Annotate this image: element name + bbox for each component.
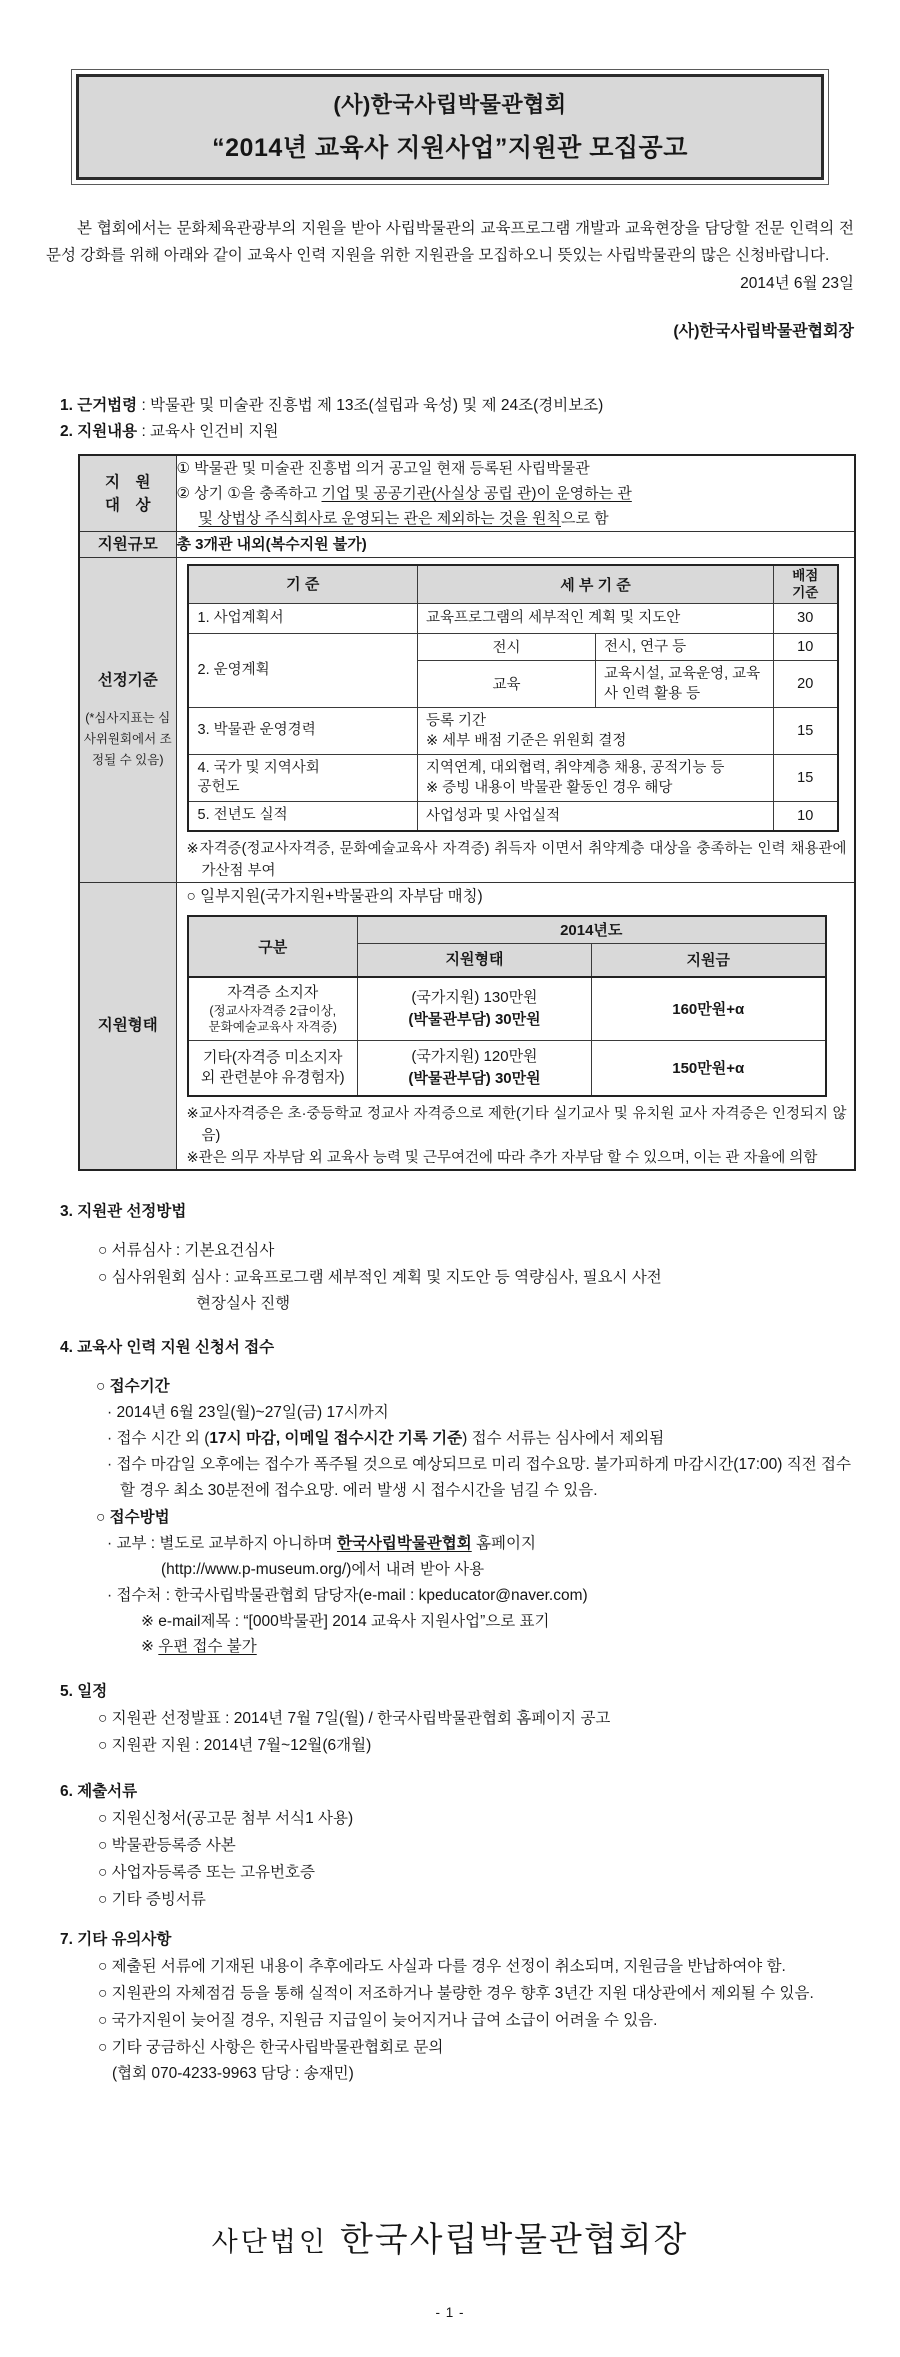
form-1-type-sub1: (정교사자격증 2급이상, bbox=[209, 1003, 337, 1018]
method-distribution-org: 한국사립박물관협회 bbox=[336, 1534, 472, 1552]
page-number: - 1 - bbox=[435, 2305, 465, 2320]
scale-content: 총 3개관 내외(복수지원 불가) bbox=[176, 532, 855, 558]
form-header-support: 지원형태 bbox=[358, 943, 592, 977]
form-2-support bbox=[358, 1040, 592, 1096]
target-item-2-line1 bbox=[177, 481, 855, 506]
section-1-text: : 박물관 및 미술관 진흥법 제 13조(설립과 육성) 및 제 24조(경비보조) bbox=[137, 397, 604, 414]
scale-row bbox=[79, 532, 855, 558]
row-label-target bbox=[79, 455, 176, 532]
section-other-notes bbox=[46, 1927, 854, 2087]
section-selection-method bbox=[46, 1199, 854, 1317]
method-distribution-url: (http://www.p-museum.org/)에서 내려 받아 사용 bbox=[161, 1560, 485, 1578]
criteria-header-detail: 세 부 기 준 bbox=[418, 565, 774, 603]
org-name: (사)한국사립박물관협회 bbox=[333, 92, 567, 117]
criteria-4-detail-line2: ※ 증빙 내용이 박물관 활동인 경우 해당 bbox=[426, 779, 673, 796]
note-inquiries-contact: (협회 070-4233-9963 담당 : 송재민) bbox=[112, 2064, 354, 2082]
criteria-5-detail: 사업성과 및 사업실적 bbox=[418, 801, 774, 831]
form-data-row-1 bbox=[188, 977, 826, 1041]
method-email-subject-note: ※ e-mail제목 : “[000박물관] 2014 교육사 지원사업”으로 표기 bbox=[141, 1612, 550, 1630]
period-deadline-bold: 17시 마감, 이메일 접수시간 기록 기준 bbox=[209, 1429, 463, 1447]
form-1-type-main: 자격증 소지자 bbox=[227, 983, 319, 1001]
criteria-4-name-line2: 공헌도 bbox=[197, 778, 240, 795]
target-item-2-pre: ② 상기 ①을 충족하고 bbox=[176, 485, 322, 502]
submission-method-title: ○ 접수방법 bbox=[96, 1508, 170, 1526]
row-label-form: 지원형태 bbox=[79, 883, 176, 1170]
period-dates-line: · 2014년 6월 23일(월)~27일(금) 17시까지 bbox=[107, 1403, 389, 1421]
note-delayed-funding: ○ 국가지원이 늦어질 경우, 지원금 지급일이 늦어지거나 급여 소급이 어려울 수 있음. bbox=[98, 2011, 658, 2029]
section-6-title: 6. 제출서류 bbox=[60, 1782, 138, 1800]
intro-paragraph: 본 협회에서는 문화체육관광부의 지원을 받아 사립박물관의 교육프로그램 개발과 교육현장을 담당할 전문 인력의 전문성 강화를 위해 아래와 같이 교육사 인력 지원을 위한 지원관을 모집하오니 뜻있는 사립박물관의 많은 신청바랍니다. bbox=[46, 220, 854, 264]
note-inquiries: ○ 기타 궁금하신 사항은 한국사립박물관협회로 문의 bbox=[98, 2038, 444, 2056]
form-1-support-museum: (박물관부담) 30만원 bbox=[408, 1010, 541, 1028]
criteria-4-detail bbox=[418, 754, 774, 801]
submission-period-title: ○ 접수기간 bbox=[96, 1377, 170, 1395]
section-2-support-content bbox=[60, 419, 854, 445]
selection-bullet-committee-review-cont: 현장실사 진행 bbox=[196, 1294, 291, 1312]
criteria-label: 선정기준 bbox=[97, 672, 158, 689]
target-content bbox=[176, 455, 855, 532]
criteria-1-name: 1. 사업계획서 bbox=[188, 603, 418, 633]
row-label-target-line1: 지 원 bbox=[105, 473, 151, 491]
form-1-type bbox=[188, 977, 358, 1041]
section-2-label: 2. 지원내용 bbox=[60, 423, 138, 440]
document-title: “2014년 교육사 지원사업”지원관 모집공고 bbox=[212, 134, 688, 162]
document-other-evidence: ○ 기타 증빙서류 bbox=[98, 1890, 206, 1908]
announcement-date: 2014년 6월 23일 bbox=[740, 275, 854, 292]
row-label-scale: 지원규모 bbox=[79, 532, 176, 558]
criteria-row bbox=[79, 558, 855, 883]
row-label-criteria bbox=[79, 558, 176, 883]
criteria-2b-detail: 교육시설, 교육운영, 교육사 인력 활용 등 bbox=[596, 660, 774, 707]
form-1-amount: 160만원+α bbox=[592, 977, 826, 1041]
form-data-row-2 bbox=[188, 1040, 826, 1096]
criteria-2a-tag: 전시 bbox=[418, 633, 596, 660]
method-no-mail-mark: ※ bbox=[141, 1637, 159, 1655]
form-note-2: ※관은 의무 자부담 외 교육사 능력 및 근무여건에 따라 추가 자부담 할 수 있으며, 이는 관 자율에 의함 bbox=[186, 1149, 818, 1166]
criteria-2-name: 2. 운영계획 bbox=[188, 633, 418, 707]
section-schedule bbox=[46, 1679, 854, 1759]
target-item-2-underline2: 및 상법상 주식회사로 운영되는 관은 제외하는 것을 원칙 bbox=[198, 510, 561, 527]
criteria-2b-tag: 교육 bbox=[418, 660, 596, 707]
method-no-mail-note bbox=[141, 1634, 854, 1659]
form-row bbox=[79, 883, 855, 1170]
title-box bbox=[71, 69, 829, 185]
row-label-target-line2: 대 상 bbox=[105, 496, 151, 514]
criteria-row-2a bbox=[188, 633, 838, 660]
target-item-1: ① 박물관 및 미술관 진흥법 의거 공고일 현재 등록된 사립박물관 bbox=[176, 460, 590, 477]
criteria-3-detail bbox=[418, 707, 774, 754]
criteria-4-name bbox=[188, 754, 418, 801]
selection-bullet-document-review: ○ 서류심사 : 기본요건심사 bbox=[98, 1241, 275, 1259]
target-item-2-underline1: 기업 및 공공기관(사실상 공립 관)이 운영하는 관 bbox=[321, 485, 632, 502]
criteria-4-name-line1: 4. 국가 및 지역사회 bbox=[197, 759, 320, 776]
criteria-footnote: ※자격증(정교사자격증, 문화예술교육사 자격증) 취득자 이면서 취약계층 대상을 충족하는 인력 채용관에 가산점 부여 bbox=[186, 841, 847, 879]
selection-bullet-committee-review: ○ 심사위원회 심사 : 교육프로그램 세부적인 계획 및 지도안 등 역량심사, 필요시 사전 bbox=[98, 1268, 662, 1286]
schedule-support-line: ○ 지원관 지원 : 2014년 7월~12월(6개월) bbox=[98, 1736, 372, 1754]
form-1-support bbox=[358, 977, 592, 1041]
criteria-row-4 bbox=[188, 754, 838, 801]
note-poor-performance: ○ 지원관의 자체점검 등을 통해 실적이 저조하거나 불량한 경우 향후 3년간 지원 대상관에서 제외될 수 있음. bbox=[98, 1984, 814, 2002]
form-header-year: 2014년도 bbox=[358, 916, 826, 943]
title-box-inner bbox=[76, 74, 824, 180]
form-header-type: 구분 bbox=[188, 916, 358, 977]
criteria-content bbox=[176, 558, 855, 883]
criteria-row-1 bbox=[188, 603, 838, 633]
criteria-2a-detail: 전시, 연구 등 bbox=[596, 633, 774, 660]
period-congestion-line: · 접수 마감일 오후에는 접수가 폭주될 것으로 예상되므로 미리 접수요망. 불가피하게 마감시간(17:00) 직전 접수할 경우 최소 30분전에 접수요망. 에러 발생 시 접수시간을 넘길 수 있음. bbox=[107, 1455, 851, 1499]
form-2-type-line1: 기타(자격증 미소지자 bbox=[202, 1048, 343, 1066]
criteria-3-score: 15 bbox=[774, 707, 838, 754]
note-false-information: ○ 제출된 서류에 기재된 내용이 추후에라도 사실과 다를 경우 선정이 취소되며, 지원금을 반납하여야 함. bbox=[98, 1957, 786, 1975]
form-intro-line: ○ 일부지원(국가지원+박물관의 자부담 매칭) bbox=[186, 888, 483, 905]
criteria-label-note: (*심사지표는 심사위원회에서 조정될 수 있음) bbox=[83, 711, 172, 767]
method-no-mail-text: 우편 접수 불가 bbox=[158, 1637, 257, 1655]
criteria-2a-score: 10 bbox=[774, 633, 838, 660]
section-5-title: 5. 일정 bbox=[60, 1682, 108, 1700]
target-row bbox=[79, 455, 855, 532]
form-1-type-sub2: 문화예술교육사 자격증) bbox=[208, 1019, 337, 1034]
criteria-3-name: 3. 박물관 운영경력 bbox=[188, 707, 418, 754]
form-2-type bbox=[188, 1040, 358, 1096]
signature-prefix: 사단법인 bbox=[211, 2227, 328, 2257]
criteria-header-name: 기 준 bbox=[188, 565, 418, 603]
criteria-header-score-line1: 배점 bbox=[792, 568, 819, 584]
section-1-label: 1. 근거법령 bbox=[60, 397, 138, 414]
form-2-amount: 150만원+α bbox=[592, 1040, 826, 1096]
signature-name: 한국사립박물관협회장 bbox=[339, 2222, 689, 2259]
form-header-row-1 bbox=[188, 916, 826, 943]
section-application-submission bbox=[46, 1335, 854, 1659]
form-2-support-national: (국가지원) 120만원 bbox=[411, 1047, 538, 1065]
criteria-3-detail-line2: ※ 세부 배점 기준은 위원회 결정 bbox=[426, 732, 627, 749]
criteria-4-detail-line1: 지역연계, 대외협력, 취약계층 채용, 공적기능 등 bbox=[426, 759, 725, 776]
document-business-registration: ○ 사업자등록증 또는 고유번호증 bbox=[98, 1863, 315, 1881]
criteria-header-row bbox=[188, 565, 838, 603]
criteria-table bbox=[187, 564, 839, 832]
form-note-1: ※교사자격증은 초·중등학교 정교사 자격증으로 제한(기타 실기교사 및 유치원 교사 자격증은 인정되지 않음) bbox=[186, 1105, 847, 1144]
schedule-announcement-line: ○ 지원관 선정발표 : 2014년 7월 7일(월) / 한국사립박물관협회 홈페이지 공고 bbox=[98, 1709, 611, 1727]
criteria-1-score: 30 bbox=[774, 603, 838, 633]
criteria-5-name: 5. 전년도 실적 bbox=[188, 801, 418, 831]
form-2-type-line2: 외 관련분야 유경험자) bbox=[200, 1068, 345, 1086]
criteria-3-detail-line1: 등록 기간 bbox=[426, 712, 487, 729]
period-deadline-pre: · 접수 시간 외 ( bbox=[107, 1429, 210, 1447]
period-deadline-post: ) 접수 서류는 심사에서 제외됨 bbox=[462, 1429, 665, 1447]
document-museum-registration: ○ 박물관등록증 사본 bbox=[98, 1836, 236, 1854]
criteria-header-score-line2: 기준 bbox=[792, 585, 819, 601]
document-application-form: ○ 지원신청서(공고문 첨부 서식1 사용) bbox=[98, 1809, 354, 1827]
method-destination-line: · 접수처 : 한국사립박물관협회 담당자(e-mail : kpeducator@naver.com) bbox=[107, 1586, 588, 1604]
criteria-1-detail: 교육프로그램의 세부적인 계획 및 지도안 bbox=[418, 603, 774, 633]
legal-basis-block bbox=[60, 393, 854, 445]
criteria-row-3 bbox=[188, 707, 838, 754]
criteria-header-score bbox=[774, 565, 838, 603]
method-distribution-line bbox=[107, 1531, 851, 1557]
signature-line bbox=[0, 2212, 900, 2261]
form-table bbox=[187, 915, 827, 1097]
method-distribution-post: 홈페이지 bbox=[471, 1534, 536, 1552]
form-1-support-national: (국가지원) 130만원 bbox=[411, 988, 538, 1006]
section-required-documents bbox=[46, 1779, 854, 1913]
section-3-title: 3. 지원관 선정방법 bbox=[60, 1202, 187, 1220]
section-1-legal-basis bbox=[60, 393, 854, 419]
period-deadline-line bbox=[107, 1426, 851, 1452]
section-2-text: : 교육사 인건비 지원 bbox=[137, 423, 279, 440]
criteria-2b-score: 20 bbox=[774, 660, 838, 707]
section-4-title: 4. 교육사 인력 지원 신청서 접수 bbox=[60, 1338, 275, 1356]
target-item-2-post: 으로 함 bbox=[560, 510, 609, 527]
support-overview-table bbox=[78, 454, 856, 1171]
criteria-4-score: 15 bbox=[774, 754, 838, 801]
form-content bbox=[176, 883, 855, 1170]
signer-line: (사)한국사립박물관협회장 bbox=[673, 323, 854, 340]
criteria-5-score: 10 bbox=[774, 801, 838, 831]
target-item-2-line2 bbox=[177, 506, 855, 531]
form-2-support-museum: (박물관부담) 30만원 bbox=[408, 1069, 541, 1087]
criteria-row-5 bbox=[188, 801, 838, 831]
method-distribution-pre: · 교부 : 별도로 교부하지 아니하며 bbox=[107, 1534, 337, 1552]
form-header-amount: 지원금 bbox=[592, 943, 826, 977]
section-7-title: 7. 기타 유의사항 bbox=[60, 1930, 172, 1948]
